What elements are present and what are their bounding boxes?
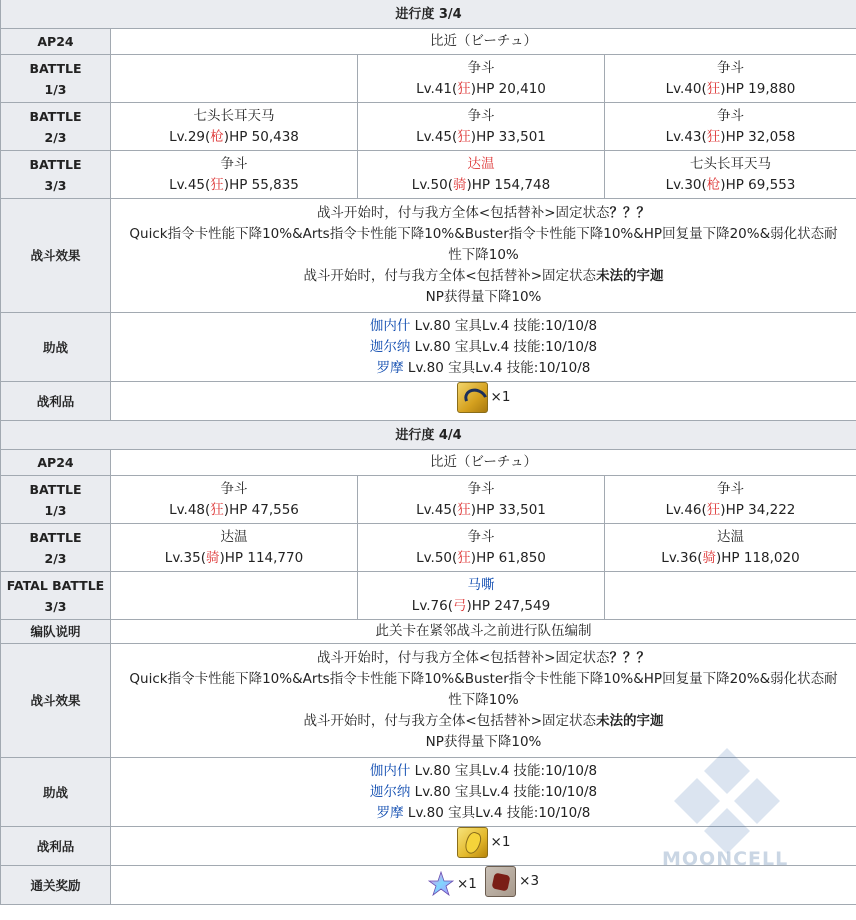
enemy-name[interactable]: 达温 xyxy=(220,528,248,545)
support-label: 助战 xyxy=(1,313,111,382)
enemy-stats: Lv.30(枪)HP 69,553 xyxy=(665,176,796,193)
enemy-cell xyxy=(605,55,856,103)
battle-label: BATTLE 1/3 xyxy=(1,55,111,103)
enemy-name[interactable]: 七头长耳天马 xyxy=(690,155,771,172)
class-label: 狂 xyxy=(210,501,224,518)
enemy-cell xyxy=(111,55,358,103)
enemy-cell xyxy=(358,572,605,620)
formation-label: 编队说明 xyxy=(1,620,111,644)
progress-header: 进行度 4/4 xyxy=(1,421,856,450)
feather-icon[interactable] xyxy=(457,382,488,413)
watermark-text: MOONCELL xyxy=(662,848,789,870)
class-label: 狂 xyxy=(210,176,224,193)
battle-label: BATTLE 3/3 xyxy=(1,151,111,199)
enemy-name[interactable]: 争斗 xyxy=(220,155,248,172)
support-servant-link[interactable]: 罗摩 xyxy=(376,804,404,821)
enemy-name[interactable]: 争斗 xyxy=(717,480,744,497)
battle-label: BATTLE 2/3 xyxy=(1,524,111,572)
horn-icon[interactable] xyxy=(457,827,488,858)
class-label: 狂 xyxy=(706,128,721,145)
enemy-cell xyxy=(358,151,605,199)
enemy-stats: Lv.36(骑)HP 118,020 xyxy=(661,549,800,566)
drop-list xyxy=(111,827,856,866)
enemy-cell xyxy=(111,151,358,199)
support-servant-link[interactable]: 伽内什 xyxy=(369,317,411,334)
reward-list xyxy=(111,866,856,905)
class-label: 狂 xyxy=(457,128,471,145)
enemy-name[interactable]: 争斗 xyxy=(467,480,495,497)
reward-item[interactable]: ×3 xyxy=(485,866,539,897)
enemy-stats: Lv.50(骑)HP 154,748 xyxy=(411,176,551,193)
drop-label: 战利品 xyxy=(1,827,111,866)
ap-label: AP24 xyxy=(1,450,111,476)
enemy-cell xyxy=(111,476,358,524)
enemy-cell xyxy=(605,572,856,620)
enemy-stats: Lv.29(枪)HP 50,438 xyxy=(169,128,299,145)
enemy-cell xyxy=(111,524,358,572)
enemy-stats: Lv.46(狂)HP 34,222 xyxy=(665,501,796,518)
reward-item[interactable]: ×1 xyxy=(428,871,477,897)
enemy-name[interactable]: 达温 xyxy=(717,528,744,545)
enemy-cell xyxy=(111,103,358,151)
effect-text: 战斗开始时，付与我方全体<包括替补>固定状态？？？ Quick指令卡性能下降10%&Arts指令卡性能下降10%&Buster指令卡性能下降10%&HP回复量下降20%&弱化状态耐 性下降10% 战斗开始时，付与我方全体<包括替补>固定状态未法的宇迦 NP获得量下降10% xyxy=(111,644,856,758)
enemy-name[interactable]: 争斗 xyxy=(467,107,495,124)
treasure-box-icon[interactable] xyxy=(485,866,516,897)
class-label: 骑 xyxy=(702,549,716,566)
saint-quartz-icon[interactable] xyxy=(428,871,454,897)
enemy-name[interactable]: 争斗 xyxy=(220,480,248,497)
class-label: 枪 xyxy=(210,128,224,145)
enemy-stats: Lv.43(狂)HP 32,058 xyxy=(665,128,796,145)
enemy-stats: Lv.45(狂)HP 33,501 xyxy=(416,128,546,145)
enemy-cell xyxy=(605,476,856,524)
class-label: 骑 xyxy=(453,176,467,193)
enemy-stats: Lv.35(骑)HP 114,770 xyxy=(164,549,304,566)
enemy-stats: Lv.41(狂)HP 20,410 xyxy=(416,80,546,97)
drop-item[interactable]: ×1 xyxy=(457,827,511,858)
enemy-name[interactable]: 马嘶 xyxy=(467,576,495,593)
enemy-cell xyxy=(605,524,856,572)
enemy-cell xyxy=(111,572,358,620)
enemy-stats: Lv.45(狂)HP 55,835 xyxy=(169,176,299,193)
enemy-stats: Lv.40(狂)HP 19,880 xyxy=(665,80,796,97)
support-list: 伽内什 Lv.80 宝具Lv.4 技能:10/10/8 迦尔纳 Lv.80 宝具Lv.4 技能:10/10/8 罗摩 Lv.80 宝具Lv.4 技能:10/10/8 xyxy=(111,758,856,827)
class-label: 弓 xyxy=(453,597,467,614)
class-label: 狂 xyxy=(457,549,471,566)
battle-label: BATTLE 2/3 xyxy=(1,103,111,151)
class-label: 狂 xyxy=(457,501,471,518)
enemy-stats: Lv.45(狂)HP 33,501 xyxy=(416,501,546,518)
support-label: 助战 xyxy=(1,758,111,827)
enemy-cell xyxy=(358,476,605,524)
enemy-cell xyxy=(358,103,605,151)
support-servant-link[interactable]: 迦尔纳 xyxy=(369,783,411,800)
enemy-name[interactable]: 达温 xyxy=(467,155,495,172)
class-label: 狂 xyxy=(706,501,721,518)
drop-list xyxy=(111,382,856,421)
progress-header: 进行度 3/4 xyxy=(1,0,856,29)
class-label: 狂 xyxy=(706,80,721,97)
class-label: 狂 xyxy=(457,80,471,97)
class-label: 骑 xyxy=(206,549,220,566)
drop-item[interactable]: ×1 xyxy=(457,382,511,413)
enemy-cell xyxy=(358,524,605,572)
enemy-name[interactable]: 争斗 xyxy=(717,107,744,124)
support-servant-link[interactable]: 迦尔纳 xyxy=(369,338,411,355)
enemy-name[interactable]: 七头长耳天马 xyxy=(193,107,275,124)
enemy-cell xyxy=(358,55,605,103)
formation-text: 此关卡在紧邻战斗之前进行队伍编制 xyxy=(111,620,856,644)
effect-label: 战斗效果 xyxy=(1,644,111,758)
ap-label: AP24 xyxy=(1,29,111,55)
support-servant-link[interactable]: 伽内什 xyxy=(369,762,411,779)
enemy-stats: Lv.48(狂)HP 47,556 xyxy=(169,501,299,518)
battle-label: FATAL BATTLE 3/3 xyxy=(1,572,111,620)
enemy-name[interactable]: 争斗 xyxy=(467,528,495,545)
effect-label: 战斗效果 xyxy=(1,199,111,313)
battle-label: BATTLE 1/3 xyxy=(1,476,111,524)
drop-label: 战利品 xyxy=(1,382,111,421)
class-label: 枪 xyxy=(706,176,721,193)
quest-name: 比近（ビーチュ） xyxy=(111,450,856,476)
reward-label: 通关奖励 xyxy=(1,866,111,905)
enemy-stats: Lv.50(狂)HP 61,850 xyxy=(416,549,546,566)
enemy-name[interactable]: 争斗 xyxy=(467,59,495,76)
support-servant-link[interactable]: 罗摩 xyxy=(376,359,404,376)
enemy-stats: Lv.76(弓)HP 247,549 xyxy=(411,597,551,614)
effect-text: 战斗开始时，付与我方全体<包括替补>固定状态？？？ Quick指令卡性能下降10%&Arts指令卡性能下降10%&Buster指令卡性能下降10%&HP回复量下降20%&弱化状态耐 性下降10% 战斗开始时，付与我方全体<包括替补>固定状态未法的宇迦 NP获得量下降10% xyxy=(111,199,856,313)
enemy-cell xyxy=(605,151,856,199)
quest-name: 比近（ビーチュ） xyxy=(111,29,856,55)
support-list: 伽内什 Lv.80 宝具Lv.4 技能:10/10/8 迦尔纳 Lv.80 宝具Lv.4 技能:10/10/8 罗摩 Lv.80 宝具Lv.4 技能:10/10/8 xyxy=(111,313,856,382)
enemy-name[interactable]: 争斗 xyxy=(717,59,744,76)
enemy-cell xyxy=(605,103,856,151)
